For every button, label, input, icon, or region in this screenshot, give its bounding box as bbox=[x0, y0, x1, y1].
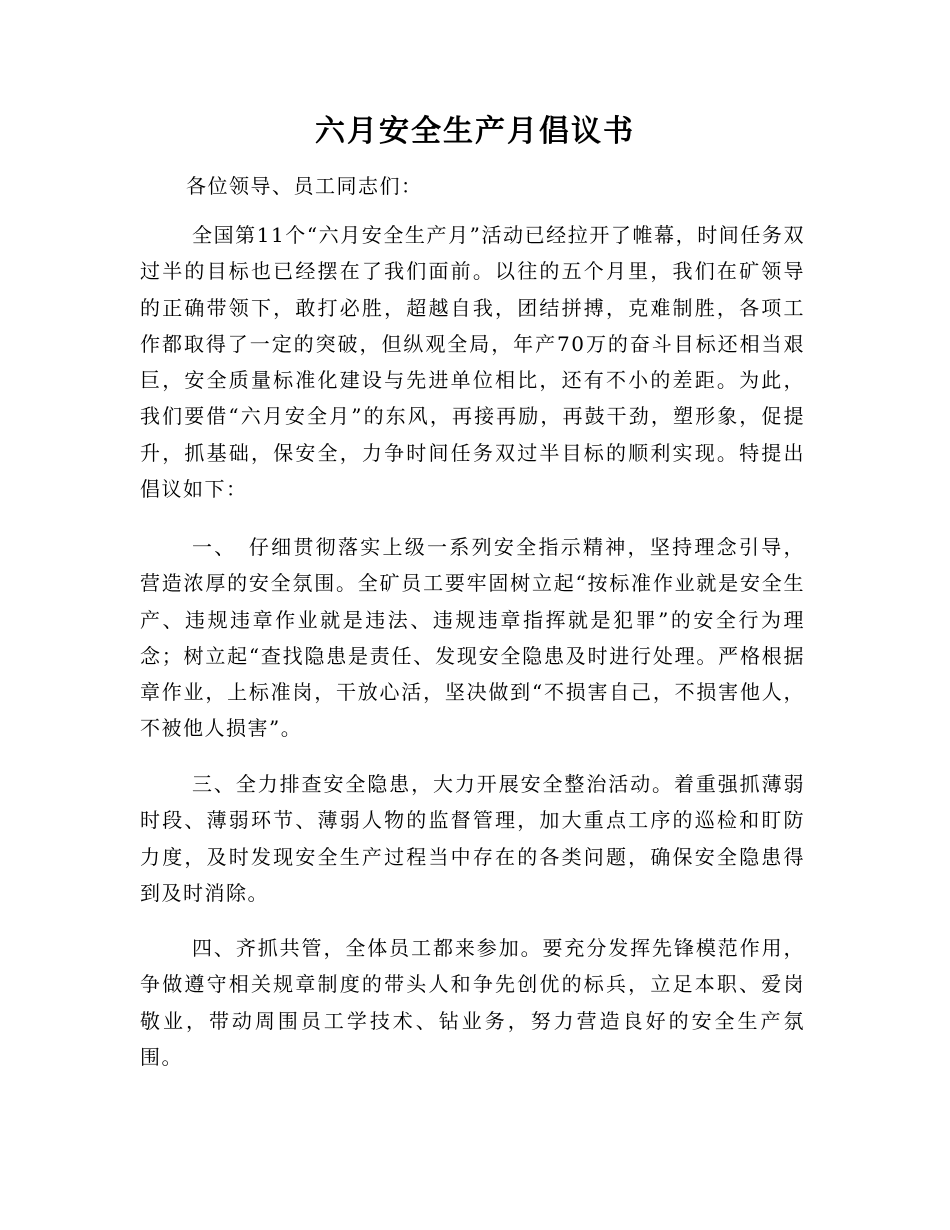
paragraph-item-one: 一、 仔细贯彻落实上级一系列安全指示精神，坚持理念引导，营造浓厚的安全氛围。全矿员工要牢固树立起“按标准作业就是安全生产、违规违章作业就是违法、违规违章指挥就是犯罪”的安全行为理念；树立起“查找隐患是责任、发现安全隐患及时进行处理。严格根据章作业，上标准岗，干放心活，坚决做到“不损害自己，不损害他人，不被他人损害”。 bbox=[140, 535, 805, 741]
document-title: 六月安全生产月倡议书 bbox=[315, 114, 635, 149]
paragraph-item-four: 四、齐抓共管，全体员工都来参加。要充分发挥先锋模范作用，争做遵守相关规章制度的带头人和争先创优的标兵，立足本职、爱岗敬业，带动周围员工学技术、钻业务，努力营造良好的安全生产氛围。 bbox=[140, 936, 805, 1069]
paragraph-item-three: 三、全力排查安全隐患，大力开展安全整治活动。着重强抓薄弱时段、薄弱环节、薄弱人物的监督管理，加大重点工序的巡检和盯防力度，及时发现安全生产过程当中存在的各类问题，确保安全隐患得到及时消除。 bbox=[140, 772, 805, 905]
paragraph-intro: 全国第11个“六月安全生产月”活动已经拉开了帷幕，时间任务双过半的目标也已经摆在了我们面前。以往的五个月里，我们在矿领导的正确带领下，敢打必胜，超越自我，团结拼搏，克难制胜，各项工作都取得了一定的突破，但纵观全局，年产70万的奋斗目标还相当艰巨，安全质量标准化建设与先进单位相比，还有不小的差距。为此，我们要借“六月安全月”的东风，再接再励，再鼓干劲，塑形象，促提升，抓基础，保安全，力争时间任务双过半目标的顺利实现。特提出倡议如下： bbox=[140, 223, 805, 502]
salutation: 各位领导、员工同志们： bbox=[186, 174, 423, 198]
